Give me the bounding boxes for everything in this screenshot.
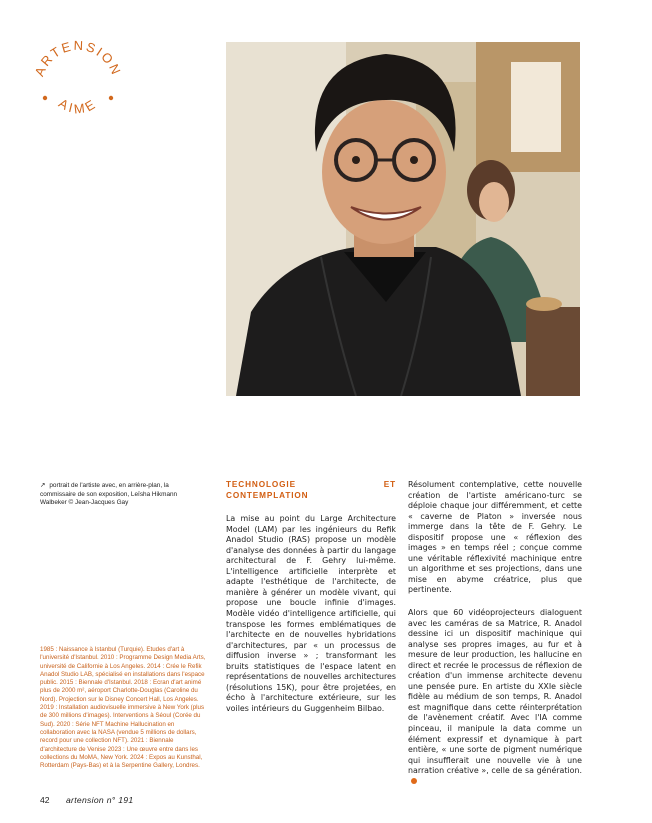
artension-aime-logo bbox=[28, 34, 128, 134]
svg-text:ARTENSION bbox=[32, 38, 125, 79]
section-heading: TECHNOLOGIE ET CONTEMPLATION bbox=[226, 480, 396, 500]
logo-bottom-text: AIME bbox=[56, 95, 100, 117]
caption-arrow-icon: ↗ bbox=[40, 482, 46, 489]
article-column-2 bbox=[408, 480, 582, 799]
article-paragraph-text: Alors que 60 vidéoprojecteurs dialoguent avec les caméras de sa Matrice, R. Anadol dessine ici un dispositif machinique qui analyse ses propres images, au fur et à mesure de leur production, les hallucine en direct et recrée le processus de réflexion de création d'un immense architecte devenu une pensée pure. En artiste du XXIe siècle fidèle au médium de son temps, R. Anadol est magnifique dans cette réinterprétation de l'avènement créatif. Avec l'IA comme pinceau, il manipule la data comme un élément expressif et dynamique à part entière, « une sorte de pigment numérique qui insufflerait une nouvelle vie à une narration créative », celle de sa génération. bbox=[408, 608, 582, 776]
caption-text: portrait de l'artiste avec, en arrière-plan, la commissaire de son exposition, Leïsha Hikmann Walbeker © Jean-Jacques Gay bbox=[40, 482, 178, 507]
artist-biography: 1985 : Naissance à Istanbul (Turquie). Etudes d'art à l'université d'Istanbul. 2010 : Programme Design Media Arts, université de Californie à Los Angeles. 2014 : Crée le Refik Anadol Studio LAB, spécialisé en installations dans l'espace public. 2015 : Biennale d'Istanbul. 2018 : Ecran d'art animé plus de 2000 m², aéroport Charlotte-Douglas (Caroline du Nord). Projection sur le Disney Concert Hall, Los Angeles. 2019 : Installation audiovisuelle immersive à New York (plus de 300 millions d'images). Interventions à Séoul (Corée du Sud). 2020 : Série NFT Machine Hallucination en collaboration avec la NASA (vendue 5 millions de dollars, record pour une collection NFT). 2021 : Biennale d'architecture de Venise 2023 : Une œuvre entre dans les collections du MoMA, New York. 2024 : Expos au Kunsthal, Rotterdam (Pays-Bas) et à la Serpentine Gallery, Londres. bbox=[40, 646, 206, 770]
artist-portrait-photo bbox=[226, 42, 580, 396]
svg-text:AIME bbox=[56, 96, 100, 117]
magazine-issue: artension n° 191 bbox=[65, 795, 134, 805]
logo-top-text: ARTENSION bbox=[31, 37, 125, 79]
logo-ring bbox=[28, 34, 128, 134]
portrait-illustration bbox=[226, 42, 580, 396]
photo-caption bbox=[40, 482, 190, 508]
page-number: 42 bbox=[40, 795, 50, 805]
article-paragraph: La mise au point du Large Architecture Model (LAM) par les ingénieurs du Refik Anadol Studio (RAS) propose un modèle d'analyse des données à partir du langage architectural de F. Gehry lui-même. L'intelligence artificielle interprète et adapte l'esthétique de l'architecte, de manière à générer un modèle vivant, qui propose une boucle infinie d'images. Modèle vidéo d'intelligence artificielle, qui transpose les formes emblématiques de l'architecte en de nouvelles hybridations d'architectures, par « un processus de diffusion inverse » ; transformant les bruits statistiques de l'espace latent en représentations de nouvelles architectures (résolutions 15K), pour être projetées, en écho à l'architecture extérieure, sur les voiles intérieurs du Guggenheim Bilbao. bbox=[226, 514, 396, 713]
article-paragraph: Résolument contemplative, cette nouvelle création de l'artiste américano-turc se déploie chaque jour différemment, et cette « caverne de Platon » inversée nous immerge dans la tête de F. Gehry. Le dispositif propose une « réflexion des images » en temps réel ; conçue comme une véritable réflexivité machinique entre un algorithme et ses projections, dans une mise en abyme créatrice, plus que pertinente. bbox=[408, 480, 582, 595]
article-column-1 bbox=[226, 480, 396, 726]
article-paragraph-last bbox=[408, 608, 582, 787]
page-footer bbox=[40, 795, 133, 805]
end-of-article-icon bbox=[411, 778, 417, 784]
